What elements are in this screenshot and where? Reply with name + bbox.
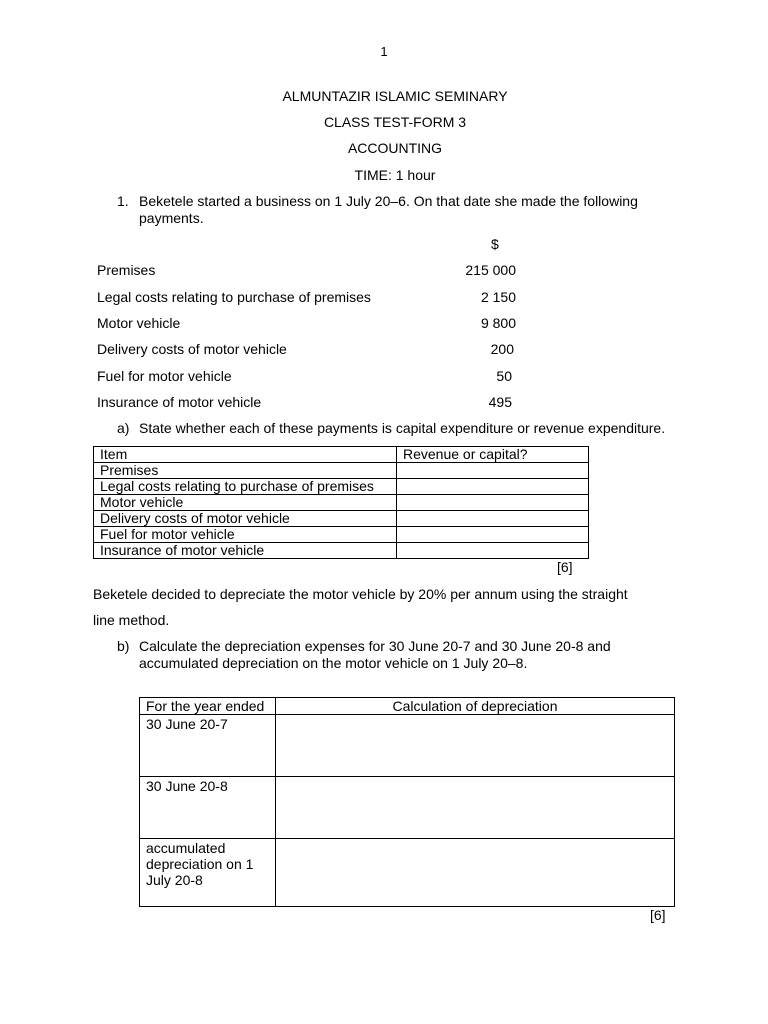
- part-a-label: a): [117, 420, 130, 436]
- table-row: [140, 777, 675, 839]
- time-allowed: TIME: 1 hour: [354, 167, 436, 183]
- answer-cell[interactable]: [397, 543, 589, 559]
- depreciation-statement-line1: Beketele decided to depreciate the motor vehicle by 20% per annum using the straight: [93, 586, 628, 602]
- column-header-calculation: Calculation of depreciation: [276, 698, 675, 715]
- row-item: Motor vehicle: [94, 495, 397, 511]
- payment-amount: 50: [496, 368, 512, 384]
- payment-amount: 2 150: [480, 289, 516, 305]
- row-item: Premises: [94, 463, 397, 479]
- column-header-revenue-or-capital: Revenue or capital?: [397, 447, 589, 463]
- page-number: 1: [380, 44, 388, 59]
- answer-cell[interactable]: [397, 527, 589, 543]
- table-row: [94, 463, 589, 479]
- table-row: [140, 839, 675, 907]
- payment-amount: 9 800: [480, 315, 516, 331]
- table-row: [94, 543, 589, 559]
- row-year: 30 June 20-7: [140, 715, 276, 777]
- answer-cell[interactable]: [397, 479, 589, 495]
- question-number: 1.: [117, 193, 129, 209]
- row-item: Insurance of motor vehicle: [94, 543, 397, 559]
- calculation-cell[interactable]: [276, 839, 675, 907]
- depreciation-statement-line2: line method.: [93, 612, 170, 628]
- row-year: 30 June 20-8: [140, 777, 276, 839]
- row-item: Legal costs relating to purchase of premises: [94, 479, 397, 495]
- row-item: Fuel for motor vehicle: [94, 527, 397, 543]
- payment-label: Insurance of motor vehicle: [97, 394, 262, 410]
- payment-amount: 215 000: [465, 262, 516, 278]
- payment-label: Premises: [97, 262, 156, 278]
- answer-cell[interactable]: [397, 495, 589, 511]
- part-b-label: b): [117, 638, 130, 654]
- test-title: CLASS TEST-FORM 3: [323, 114, 467, 130]
- expenditure-table: [93, 446, 589, 559]
- column-header-item: Item: [94, 447, 397, 463]
- part-b-instruction: Calculate the depreciation expenses for 30 June 20-7 and 30 June 20-8 and accumulated depreciation on the motor vehicle on 1 July 20–8.: [139, 638, 611, 671]
- payment-label: Legal costs relating to purchase of premises: [97, 289, 371, 305]
- payment-amount: 495: [488, 394, 512, 410]
- payment-label: Motor vehicle: [97, 315, 181, 331]
- answer-cell[interactable]: [397, 463, 589, 479]
- row-item: Delivery costs of motor vehicle: [94, 511, 397, 527]
- part-a-instruction: State whether each of these payments is capital expenditure or revenue expenditure.: [139, 420, 666, 436]
- table-row: [94, 495, 589, 511]
- payment-amount: 200: [490, 341, 514, 357]
- calculation-cell[interactable]: [276, 777, 675, 839]
- table-row: [94, 527, 589, 543]
- calculation-cell[interactable]: [276, 715, 675, 777]
- row-year: accumulated depreciation on 1 July 20-8: [140, 839, 276, 907]
- payment-label: Fuel for motor vehicle: [97, 368, 232, 384]
- question-intro: Beketele started a business on 1 July 20–6. On that date she made the following payments.: [139, 193, 638, 226]
- part-a-marks: [6]: [557, 559, 573, 575]
- table-header-row: [140, 698, 675, 715]
- table-header-row: [94, 447, 589, 463]
- column-header-year-ended: For the year ended: [140, 698, 276, 715]
- currency-symbol: $: [491, 236, 499, 252]
- answer-cell[interactable]: [397, 511, 589, 527]
- part-b-marks: [6]: [650, 907, 666, 923]
- table-row: [94, 511, 589, 527]
- payment-label: Delivery costs of motor vehicle: [97, 341, 287, 357]
- table-row: [140, 715, 675, 777]
- subject-title: ACCOUNTING: [347, 140, 443, 156]
- depreciation-table: [139, 697, 675, 907]
- table-row: [94, 479, 589, 495]
- school-title: ALMUNTAZIR ISLAMIC SEMINARY: [282, 88, 508, 104]
